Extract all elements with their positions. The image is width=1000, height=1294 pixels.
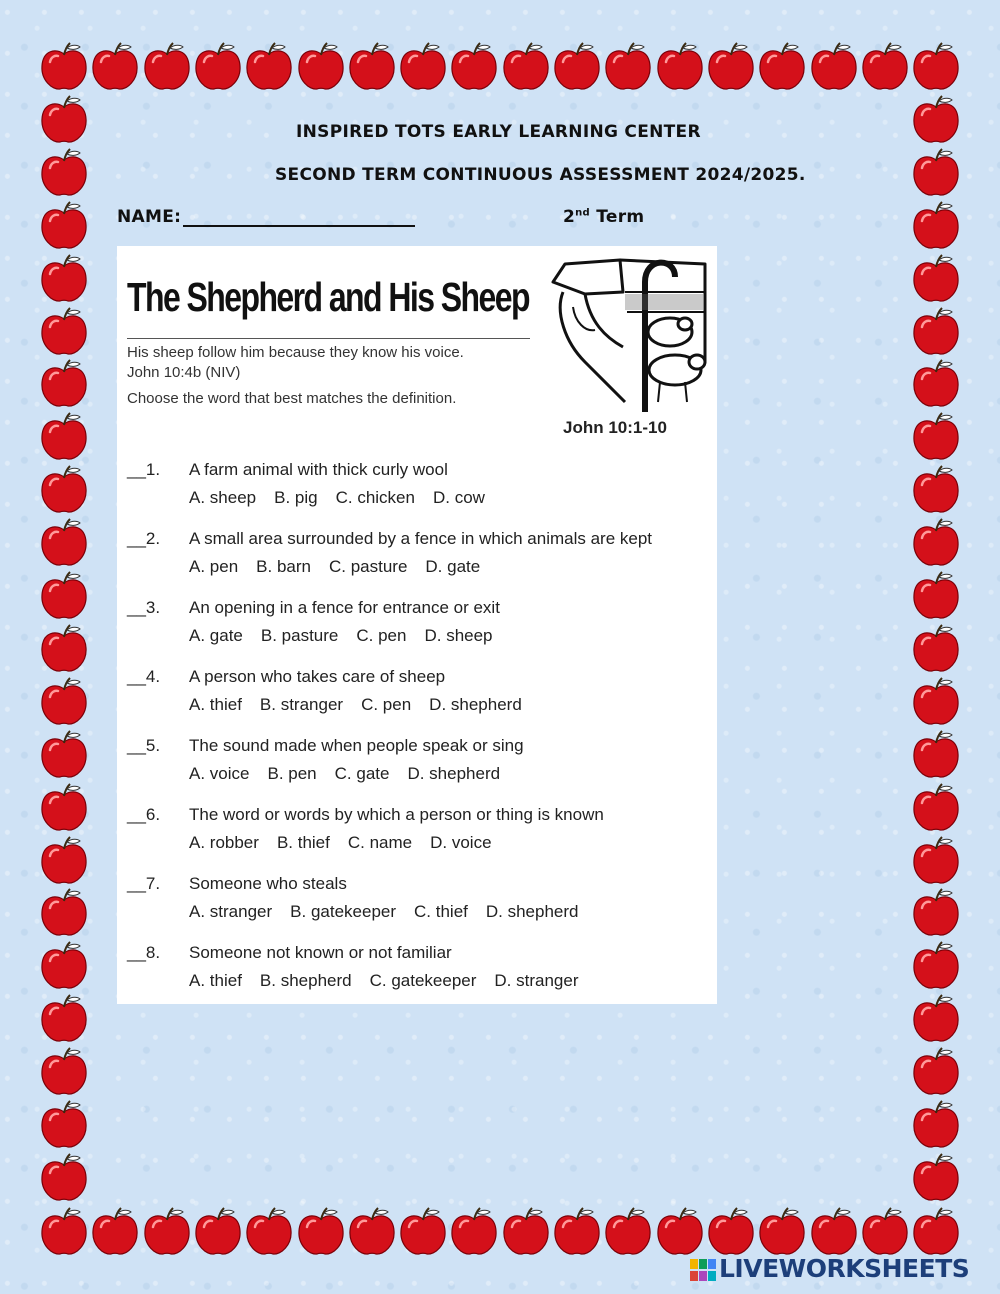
- term-word: Term: [590, 207, 645, 227]
- apple-icon: [910, 781, 962, 833]
- answer-option: C. name: [347, 833, 413, 852]
- name-field[interactable]: [117, 207, 415, 227]
- question-number[interactable]: __5.: [127, 736, 161, 755]
- answer-option: C. gatekeeper: [369, 971, 477, 990]
- apple-icon: [38, 1098, 90, 1150]
- answer-option: A. pen: [189, 557, 239, 576]
- name-label: NAME:: [117, 207, 182, 227]
- apple-icon: [141, 40, 193, 92]
- question-number[interactable]: __1.: [127, 460, 161, 479]
- apple-icon: [243, 40, 295, 92]
- apple-icon: [38, 675, 90, 727]
- answer-option: C. chicken: [335, 488, 415, 507]
- apple-icon: [859, 1205, 911, 1257]
- apple-icon: [89, 1205, 141, 1257]
- apple-icon: [756, 1205, 808, 1257]
- question-options: [189, 971, 597, 991]
- apple-icon: [910, 1045, 962, 1097]
- apple-icon: [448, 40, 500, 92]
- apple-icon: [551, 40, 603, 92]
- apple-icon: [38, 252, 90, 304]
- apple-icon: [910, 1098, 962, 1150]
- apple-icon: [551, 1205, 603, 1257]
- apple-icon: [705, 1205, 757, 1257]
- apple-icon: [602, 40, 654, 92]
- answer-option: D. gate: [425, 557, 481, 576]
- question-options: [189, 764, 518, 784]
- apple-icon: [38, 410, 90, 462]
- answer-option: A. gate: [189, 626, 243, 645]
- answer-option: D. stranger: [494, 971, 579, 990]
- term-suffix: nd: [575, 207, 591, 219]
- instructions: Choose the word that best matches the definition.: [127, 390, 457, 407]
- apple-icon: [910, 357, 962, 409]
- apple-icon: [38, 781, 90, 833]
- apple-icon: [654, 1205, 706, 1257]
- apple-icon: [910, 40, 962, 92]
- question-text: The sound made when people speak or sing: [189, 736, 524, 755]
- apple-icon: [705, 40, 757, 92]
- apple-icon: [910, 992, 962, 1044]
- apple-icon: [910, 569, 962, 621]
- answer-option: B. pig: [274, 488, 318, 507]
- answer-option: A. stranger: [189, 902, 273, 921]
- answer-option: B. shepherd: [259, 971, 352, 990]
- apple-icon: [38, 1151, 90, 1203]
- question-text: Someone who steals: [189, 874, 347, 893]
- question-number[interactable]: __3.: [127, 598, 161, 617]
- school-name: INSPIRED TOTS EARLY LEARNING CENTER: [296, 122, 701, 142]
- apple-icon: [910, 622, 962, 674]
- liveworksheets-logo: [690, 1254, 969, 1283]
- apple-icon: [38, 516, 90, 568]
- apple-icon: [38, 305, 90, 357]
- answer-option: A. sheep: [189, 488, 257, 507]
- apple-icon: [38, 463, 90, 515]
- scripture-reference: John 10:1-10: [563, 418, 667, 437]
- answer-option: A. thief: [189, 971, 242, 990]
- apple-icon: [397, 40, 449, 92]
- assessment-title: SECOND TERM CONTINUOUS ASSESSMENT 2024/2025.: [275, 165, 806, 185]
- apple-icon: [859, 40, 911, 92]
- apple-icon: [38, 939, 90, 991]
- question-number[interactable]: __6.: [127, 805, 161, 824]
- apple-icon: [500, 1205, 552, 1257]
- question-number[interactable]: __2.: [127, 529, 161, 548]
- answer-option: B. gatekeeper: [290, 902, 397, 921]
- apple-icon: [38, 834, 90, 886]
- apple-icon: [910, 1151, 962, 1203]
- apple-icon: [910, 834, 962, 886]
- answer-option: D. sheep: [424, 626, 493, 645]
- question-options: [189, 833, 510, 853]
- answer-option: B. stranger: [259, 695, 344, 714]
- answer-option: D. cow: [432, 488, 485, 507]
- answer-option: C. gate: [334, 764, 390, 783]
- apple-icon: [295, 40, 347, 92]
- question-text: A farm animal with thick curly wool: [189, 460, 448, 479]
- apple-icon: [38, 199, 90, 251]
- question-options: [189, 902, 597, 922]
- apple-icon: [654, 40, 706, 92]
- question-number[interactable]: __8.: [127, 943, 161, 962]
- question-options: [189, 626, 511, 646]
- liveworksheets-text: LIVEWORKSHEETS: [719, 1254, 970, 1283]
- apple-icon: [89, 40, 141, 92]
- question-options: [189, 488, 503, 508]
- apple-icon: [38, 622, 90, 674]
- apple-icon: [38, 569, 90, 621]
- apple-icon: [910, 1205, 962, 1257]
- answer-option: B. barn: [256, 557, 311, 576]
- apple-icon: [910, 675, 962, 727]
- apple-icon: [756, 40, 808, 92]
- apple-icon: [38, 40, 90, 92]
- answer-option: D. shepherd: [407, 764, 501, 783]
- apple-icon: [910, 939, 962, 991]
- apple-icon: [448, 1205, 500, 1257]
- apple-icon: [808, 1205, 860, 1257]
- apple-icon: [38, 886, 90, 938]
- apple-icon: [910, 252, 962, 304]
- apple-icon: [910, 410, 962, 462]
- answer-option: C. pen: [356, 626, 407, 645]
- worksheet-sheet: [117, 246, 717, 1004]
- apple-icon: [910, 516, 962, 568]
- answer-option: C. thief: [414, 902, 468, 921]
- apple-icon: [38, 992, 90, 1044]
- answer-option: D. shepherd: [485, 902, 579, 921]
- question-options: [189, 557, 498, 577]
- answer-option: A. voice: [189, 764, 250, 783]
- apple-icon: [910, 199, 962, 251]
- answer-option: D. voice: [430, 833, 492, 852]
- apple-icon: [602, 1205, 654, 1257]
- question-text: Someone not known or not familiar: [189, 943, 452, 962]
- question-text: An opening in a fence for entrance or exit: [189, 598, 500, 617]
- answer-option: D. shepherd: [429, 695, 522, 714]
- apple-icon: [346, 40, 398, 92]
- question-number[interactable]: __7.: [127, 874, 161, 893]
- apple-icon: [38, 357, 90, 409]
- term-label: [563, 207, 644, 227]
- verse-reference: John 10:4b (NIV): [127, 364, 241, 381]
- title-divider: [127, 338, 530, 339]
- term-number: 2: [563, 207, 576, 227]
- shepherd-illustration-icon: [545, 252, 710, 412]
- apple-icon: [910, 305, 962, 357]
- apple-icon: [910, 93, 962, 145]
- apple-icon: [192, 1205, 244, 1257]
- apple-icon: [346, 1205, 398, 1257]
- answer-option: B. thief: [276, 833, 330, 852]
- memory-verse: His sheep follow him because they know his voice.: [127, 344, 464, 361]
- question-text: The word or words by which a person or thing is known: [189, 805, 604, 824]
- question-text: A person who takes care of sheep: [189, 667, 446, 686]
- apple-icon: [397, 1205, 449, 1257]
- answer-option: C. pasture: [328, 557, 408, 576]
- answer-option: B. pen: [267, 764, 317, 783]
- apple-icon: [38, 728, 90, 780]
- apple-icon: [141, 1205, 193, 1257]
- apple-icon: [910, 728, 962, 780]
- apple-icon: [38, 1205, 90, 1257]
- apple-icon: [38, 1045, 90, 1097]
- apple-icon: [38, 93, 90, 145]
- apple-icon: [808, 40, 860, 92]
- name-blank-line[interactable]: [183, 208, 415, 227]
- answer-option: A. thief: [189, 695, 242, 714]
- apple-icon: [500, 40, 552, 92]
- apple-icon: [910, 463, 962, 515]
- apple-icon: [295, 1205, 347, 1257]
- apple-icon: [243, 1205, 295, 1257]
- liveworksheets-mark-icon: [690, 1259, 716, 1281]
- question-number[interactable]: __4.: [127, 667, 161, 686]
- apple-icon: [38, 146, 90, 198]
- apple-icon: [192, 40, 244, 92]
- question-text: A small area surrounded by a fence in which animals are kept: [189, 529, 653, 548]
- answer-option: A. robber: [189, 833, 259, 852]
- apple-icon: [910, 146, 962, 198]
- apple-icon: [910, 886, 962, 938]
- answer-option: B. pasture: [260, 626, 339, 645]
- question-options: [189, 695, 540, 715]
- answer-option: C. pen: [361, 695, 412, 714]
- worksheet-title: The Shepherd and His Sheep: [127, 274, 529, 320]
